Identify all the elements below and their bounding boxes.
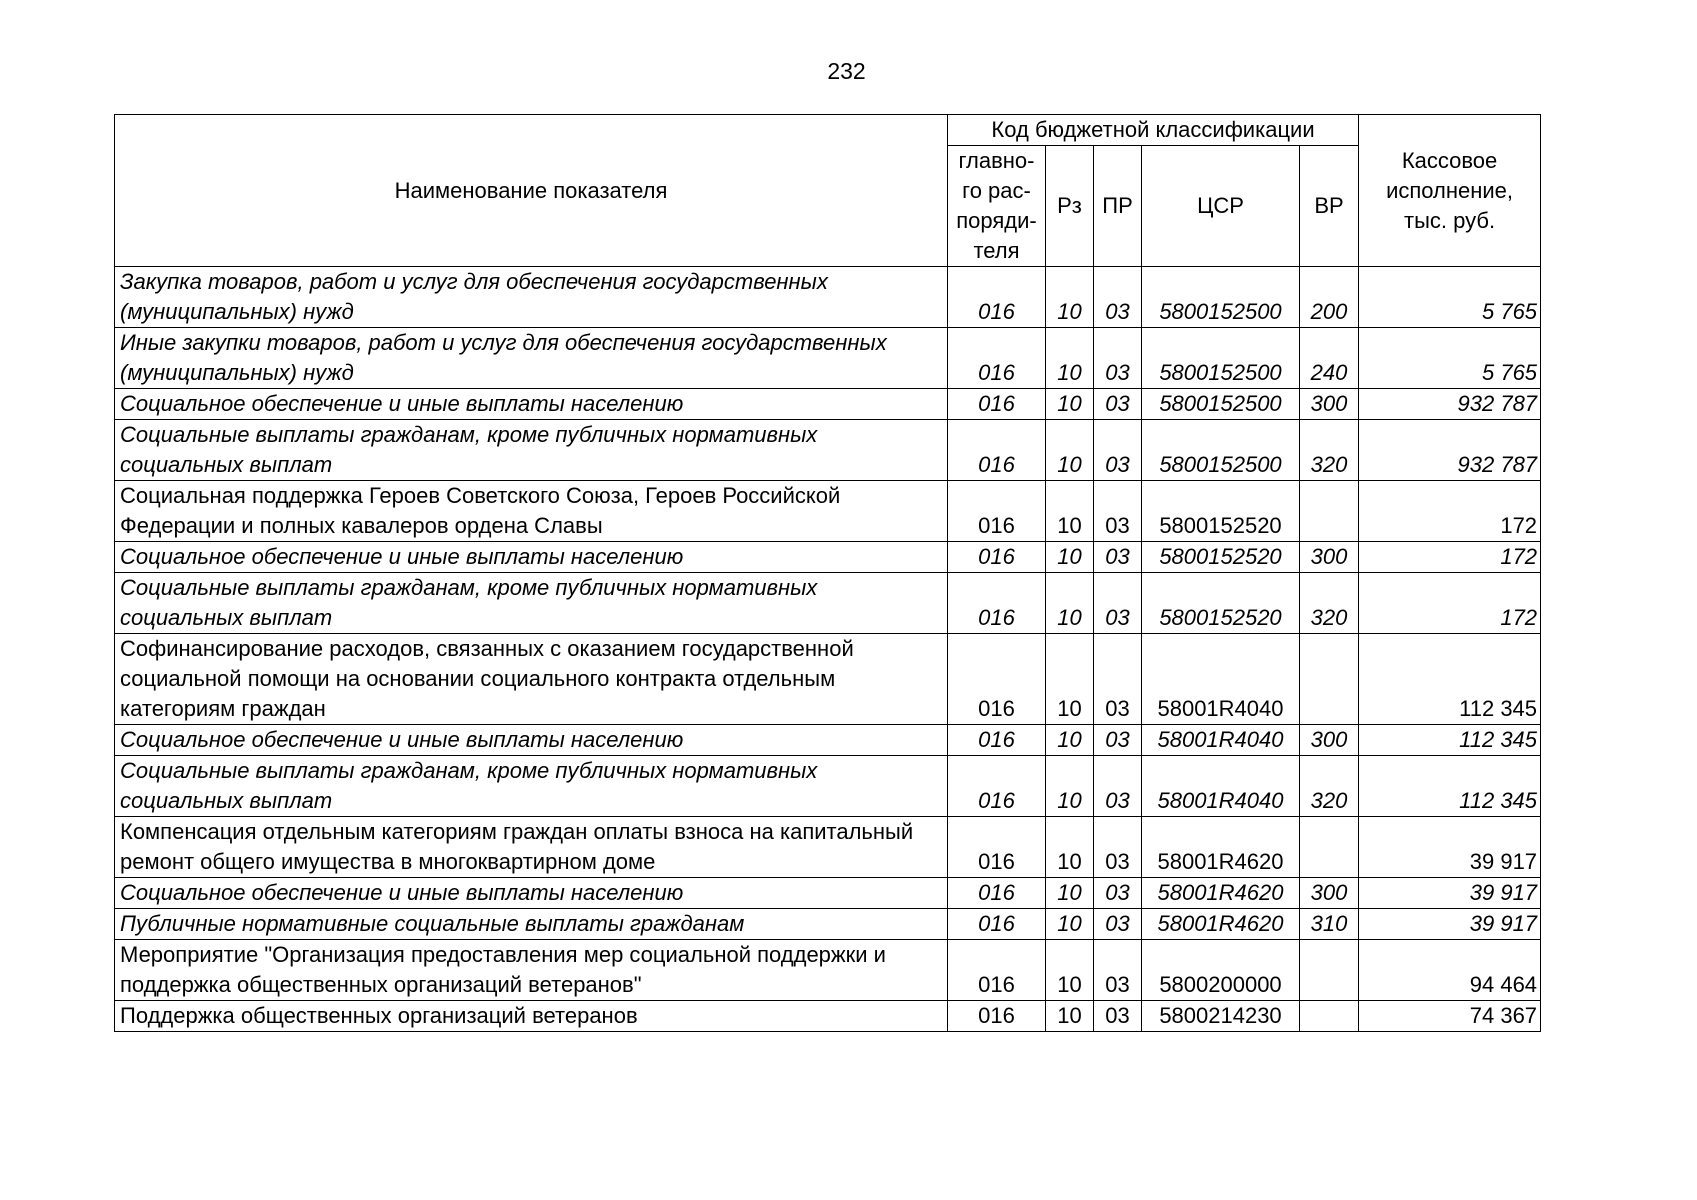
cell-pr: 03 — [1094, 817, 1142, 878]
cell-vr — [1300, 481, 1359, 542]
table-row — [115, 817, 1541, 878]
cell-vr: 200 — [1300, 267, 1359, 328]
table-row — [115, 267, 1541, 328]
table-row — [115, 756, 1541, 817]
cell-amount: 172 — [1359, 542, 1541, 573]
cell-name: Мероприятие "Организация предоставления мер социальной поддержки и поддержка общественных организаций ветеранов" — [115, 940, 948, 1001]
cell-grbs: 016 — [948, 756, 1046, 817]
cell-pr: 03 — [1094, 420, 1142, 481]
cell-amount: 5 765 — [1359, 328, 1541, 389]
cell-csr: 58001R4040 — [1142, 634, 1300, 725]
cell-pr: 03 — [1094, 756, 1142, 817]
cell-rz: 10 — [1046, 573, 1094, 634]
cell-rz: 10 — [1046, 634, 1094, 725]
cell-grbs: 016 — [948, 878, 1046, 909]
cell-amount: 172 — [1359, 573, 1541, 634]
cell-name: Закупка товаров, работ и услуг для обеспечения государственных (муниципальных) нужд — [115, 267, 948, 328]
cell-name: Социальное обеспечение и иные выплаты населению — [115, 389, 948, 420]
table-row — [115, 328, 1541, 389]
cell-vr: 300 — [1300, 725, 1359, 756]
cell-pr: 03 — [1094, 634, 1142, 725]
cell-pr: 03 — [1094, 389, 1142, 420]
cell-name: Социальное обеспечение и иные выплаты населению — [115, 542, 948, 573]
cell-amount: 112 345 — [1359, 756, 1541, 817]
cell-rz: 10 — [1046, 817, 1094, 878]
cell-rz: 10 — [1046, 481, 1094, 542]
cell-csr: 5800152500 — [1142, 420, 1300, 481]
cell-amount: 39 917 — [1359, 878, 1541, 909]
cell-rz: 10 — [1046, 725, 1094, 756]
cell-rz: 10 — [1046, 1001, 1094, 1032]
cell-pr: 03 — [1094, 573, 1142, 634]
header-grbs-line: главно- — [958, 148, 1035, 173]
cell-amount: 112 345 — [1359, 725, 1541, 756]
table-header — [115, 115, 1541, 267]
cell-name: Публичные нормативные социальные выплаты гражданам — [115, 909, 948, 940]
cell-grbs: 016 — [948, 328, 1046, 389]
header-grbs-line: теля — [973, 238, 1020, 263]
header-amount-line: тыс. руб. — [1404, 207, 1496, 233]
cell-rz: 10 — [1046, 940, 1094, 1001]
cell-csr: 58001R4620 — [1142, 817, 1300, 878]
cell-name: Социальные выплаты гражданам, кроме публичных нормативных социальных выплат — [115, 420, 948, 481]
cell-amount: 94 464 — [1359, 940, 1541, 1001]
cell-vr — [1300, 634, 1359, 725]
header-name: Наименование показателя — [115, 115, 948, 267]
cell-pr: 03 — [1094, 542, 1142, 573]
cell-vr: 300 — [1300, 389, 1359, 420]
cell-vr — [1300, 1001, 1359, 1032]
table-body — [115, 267, 1541, 1032]
table-row — [115, 634, 1541, 725]
cell-rz: 10 — [1046, 909, 1094, 940]
header-grbs-line: го рас- — [962, 178, 1031, 203]
header-vr: ВР — [1300, 146, 1359, 267]
cell-name: Социальные выплаты гражданам, кроме публичных нормативных социальных выплат — [115, 756, 948, 817]
table-row — [115, 389, 1541, 420]
cell-grbs: 016 — [948, 1001, 1046, 1032]
header-grbs — [948, 146, 1046, 267]
cell-rz: 10 — [1046, 878, 1094, 909]
cell-amount: 932 787 — [1359, 389, 1541, 420]
budget-table — [114, 114, 1541, 1032]
cell-vr: 240 — [1300, 328, 1359, 389]
cell-csr: 5800152500 — [1142, 267, 1300, 328]
cell-csr: 5800152500 — [1142, 389, 1300, 420]
cell-vr: 300 — [1300, 878, 1359, 909]
cell-name: Софинансирование расходов, связанных с оказанием государственной социальной помощи на основании социального контракта отдельным категориям граждан — [115, 634, 948, 725]
cell-name: Социальная поддержка Героев Советского Союза, Героев Российской Федерации и полных кавалеров ордена Славы — [115, 481, 948, 542]
cell-vr: 320 — [1300, 420, 1359, 481]
cell-csr: 58001R4620 — [1142, 878, 1300, 909]
cell-pr: 03 — [1094, 909, 1142, 940]
cell-pr: 03 — [1094, 328, 1142, 389]
header-amount-line: исполнение, — [1386, 177, 1514, 203]
cell-vr: 320 — [1300, 573, 1359, 634]
cell-csr: 5800200000 — [1142, 940, 1300, 1001]
cell-csr: 5800152520 — [1142, 542, 1300, 573]
cell-rz: 10 — [1046, 756, 1094, 817]
cell-pr: 03 — [1094, 725, 1142, 756]
cell-pr: 03 — [1094, 481, 1142, 542]
cell-csr: 58001R4040 — [1142, 725, 1300, 756]
cell-grbs: 016 — [948, 267, 1046, 328]
table-row — [115, 909, 1541, 940]
cell-name: Социальное обеспечение и иные выплаты населению — [115, 725, 948, 756]
cell-grbs: 016 — [948, 940, 1046, 1001]
cell-grbs: 016 — [948, 542, 1046, 573]
cell-grbs: 016 — [948, 420, 1046, 481]
cell-amount: 112 345 — [1359, 634, 1541, 725]
header-code-group: Код бюджетной классификации — [948, 115, 1359, 146]
cell-grbs: 016 — [948, 725, 1046, 756]
cell-csr: 5800152520 — [1142, 481, 1300, 542]
header-amount-line: Кассовое — [1401, 147, 1498, 173]
cell-csr: 58001R4620 — [1142, 909, 1300, 940]
cell-vr: 300 — [1300, 542, 1359, 573]
cell-amount: 172 — [1359, 481, 1541, 542]
cell-vr — [1300, 940, 1359, 1001]
header-grbs-line: поряди- — [956, 208, 1037, 233]
cell-amount: 74 367 — [1359, 1001, 1541, 1032]
header-pr: ПР — [1094, 146, 1142, 267]
cell-name: Компенсация отдельным категориям граждан оплаты взноса на капитальный ремонт общего имущества в многоквартирном доме — [115, 817, 948, 878]
cell-rz: 10 — [1046, 420, 1094, 481]
cell-amount: 5 765 — [1359, 267, 1541, 328]
cell-rz: 10 — [1046, 267, 1094, 328]
table-row — [115, 481, 1541, 542]
cell-rz: 10 — [1046, 389, 1094, 420]
cell-vr: 320 — [1300, 756, 1359, 817]
cell-grbs: 016 — [948, 909, 1046, 940]
cell-csr: 5800214230 — [1142, 1001, 1300, 1032]
table-row — [115, 573, 1541, 634]
page-number: 232 — [827, 58, 866, 84]
cell-grbs: 016 — [948, 389, 1046, 420]
cell-pr: 03 — [1094, 940, 1142, 1001]
cell-csr: 58001R4040 — [1142, 756, 1300, 817]
table-row — [115, 420, 1541, 481]
cell-vr: 310 — [1300, 909, 1359, 940]
cell-grbs: 016 — [948, 481, 1046, 542]
cell-name: Иные закупки товаров, работ и услуг для обеспечения государственных (муниципальных) нужд — [115, 328, 948, 389]
cell-csr: 5800152520 — [1142, 573, 1300, 634]
cell-pr: 03 — [1094, 1001, 1142, 1032]
cell-amount: 39 917 — [1359, 909, 1541, 940]
cell-name: Социальное обеспечение и иные выплаты населению — [115, 878, 948, 909]
cell-rz: 10 — [1046, 328, 1094, 389]
table-row — [115, 542, 1541, 573]
header-csr: ЦСР — [1142, 146, 1300, 267]
cell-pr: 03 — [1094, 878, 1142, 909]
table-row — [115, 878, 1541, 909]
cell-name: Поддержка общественных организаций ветеранов — [115, 1001, 948, 1032]
cell-csr: 5800152500 — [1142, 328, 1300, 389]
cell-grbs: 016 — [948, 817, 1046, 878]
table-row — [115, 940, 1541, 1001]
cell-amount: 932 787 — [1359, 420, 1541, 481]
header-rz: Рз — [1046, 146, 1094, 267]
cell-name: Социальные выплаты гражданам, кроме публичных нормативных социальных выплат — [115, 573, 948, 634]
cell-rz: 10 — [1046, 542, 1094, 573]
cell-vr — [1300, 817, 1359, 878]
header-amount — [1359, 115, 1541, 267]
cell-amount: 39 917 — [1359, 817, 1541, 878]
table-row — [115, 725, 1541, 756]
cell-grbs: 016 — [948, 634, 1046, 725]
table-row — [115, 1001, 1541, 1032]
cell-pr: 03 — [1094, 267, 1142, 328]
cell-grbs: 016 — [948, 573, 1046, 634]
